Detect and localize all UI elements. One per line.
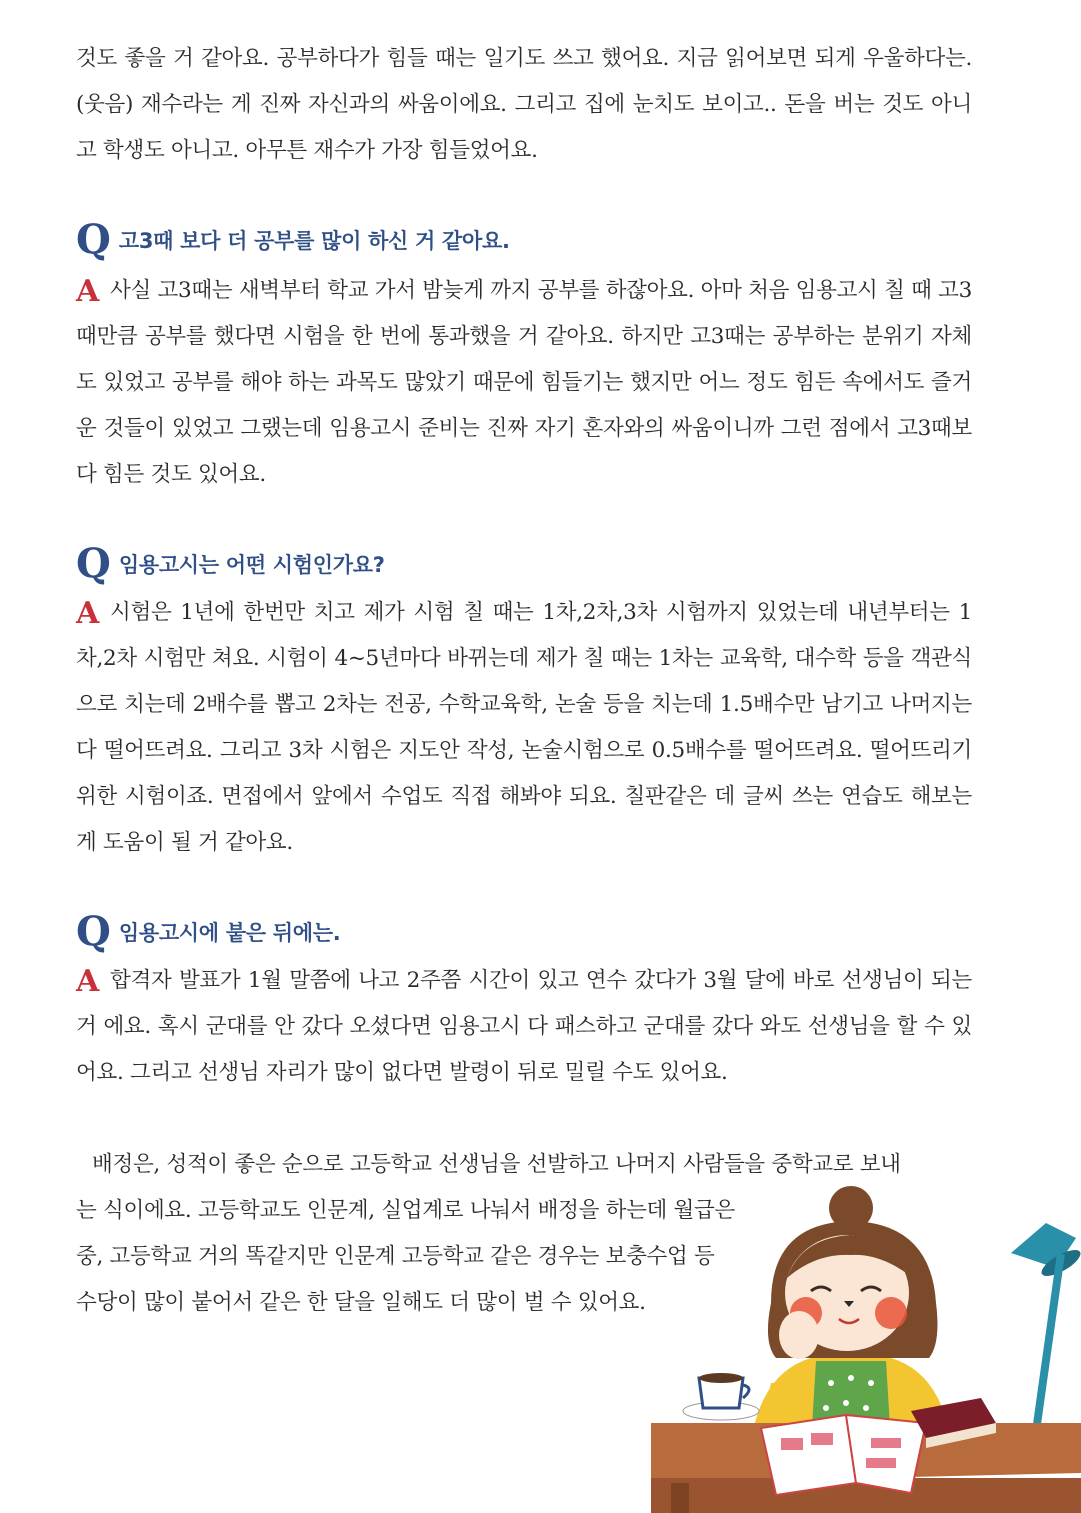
answer-marker: A	[76, 596, 99, 631]
answer-paragraph-1	[76, 268, 972, 498]
question-marker: Q	[76, 908, 111, 955]
question-marker: Q	[76, 216, 111, 263]
closing-line-2: 는 식이에요. 고등학교도 인문계, 실업계로 나눠서 배정을 하는데 월급은	[76, 1198, 735, 1223]
question-heading-1	[76, 218, 510, 262]
answer-text: 합격자 발표가 1월 말쯤에 나고 2주쯤 시간이 있고 연수 갔다가 3월 달에 바로 선생님이 되는 거 에요. 혹시 군대를 안 갔다 오셨다면 임용고시 다 패스하고 군대를 갔다 와도 선생님을 할 수 있어요. 그리고 선생님 자리가 많이 없다면 발령이 뒤로 밀릴 수도 있어요.	[76, 968, 972, 1085]
answer-marker: A	[76, 274, 99, 309]
open-book-icon	[761, 1415, 926, 1495]
question-heading-2	[76, 542, 385, 586]
question-heading-3	[76, 910, 340, 954]
coffee-cup-icon	[683, 1373, 759, 1420]
question-marker: Q	[76, 540, 111, 587]
intro-paragraph: 것도 좋을 거 같아요. 공부하다가 힘들 때는 일기도 쓰고 했어요. 지금 읽어보면 되게 우울하다는.(웃음) 재수라는 게 진짜 자신과의 싸움이에요. 그리고 집에 눈치도 보이고.. 돈을 버는 것도 아니고 학생도 아니고. 아무튼 재수가 가장 힘들었어요.	[76, 46, 972, 163]
question-text: 고3때 보다 더 공부를 많이 하신 거 같아요.	[118, 229, 510, 253]
answer-paragraph-3	[76, 958, 972, 1096]
question-text: 임용고시는 어떤 시험인가요?	[118, 553, 385, 577]
answer-paragraph-2	[76, 590, 972, 866]
studying-girl-illustration	[651, 1183, 1081, 1513]
question-text: 임용고시에 붙은 뒤에는.	[118, 921, 341, 945]
closing-line-4: 수당이 많이 붙어서 같은 한 달을 일해도 더 많이 벌 수 있어요.	[76, 1290, 646, 1315]
answer-text: 시험은 1년에 한번만 치고 제가 시험 칠 때는 1차,2차,3차 시험까지 있었는데 내년부터는 1차,2차 시험만 쳐요. 시험이 4~5년마다 바뀌는데 제가 칠 때는 1차는 교육학, 대수학 등을 객관식으로 치는데 2배수를 뽑고 2차는 전공, 수학교육학, 논술 등을 치는데 1.5배수만 남기고 나머지는 다 떨어뜨려요. 그리고 3차 시험은 지도안 작성, 논술시험으로 0.5배수를 떨어뜨려요. 떨어뜨리기 위한 시험이죠. 면접에서 앞에서 수업도 직접 해봐야 되요. 칠판같은 데 글씨 쓰는 연습도 해보는 게 도움이 될 거 같아요.	[76, 600, 972, 855]
closing-line-3: 중, 고등학교 거의 똑같지만 인문계 고등학교 같은 경우는 보충수업 등	[76, 1244, 715, 1269]
answer-marker: A	[76, 964, 99, 999]
answer-text: 사실 고3때는 새벽부터 학교 가서 밤늦게 까지 공부를 하잖아요. 아마 처음 임용고시 칠 때 고3때만큼 공부를 했다면 시험을 한 번에 통과했을 거 같아요. 하지만 고3때는 공부하는 분위기 자체도 있었고 공부를 해야 하는 과목도 많았기 때문에 힘들기는 했지만 어느 정도 힘든 속에서도 즐거운 것들이 있었고 그랬는데 임용고시 준비는 진짜 자기 혼자와의 싸움이니까 그런 점에서 고3때보다 힘든 것도 있어요.	[76, 278, 972, 487]
closing-line-1: 배정은, 성적이 좋은 순으로 고등학교 선생님을 선발하고 나머지 사람들을 중학교로 보내	[92, 1152, 901, 1177]
